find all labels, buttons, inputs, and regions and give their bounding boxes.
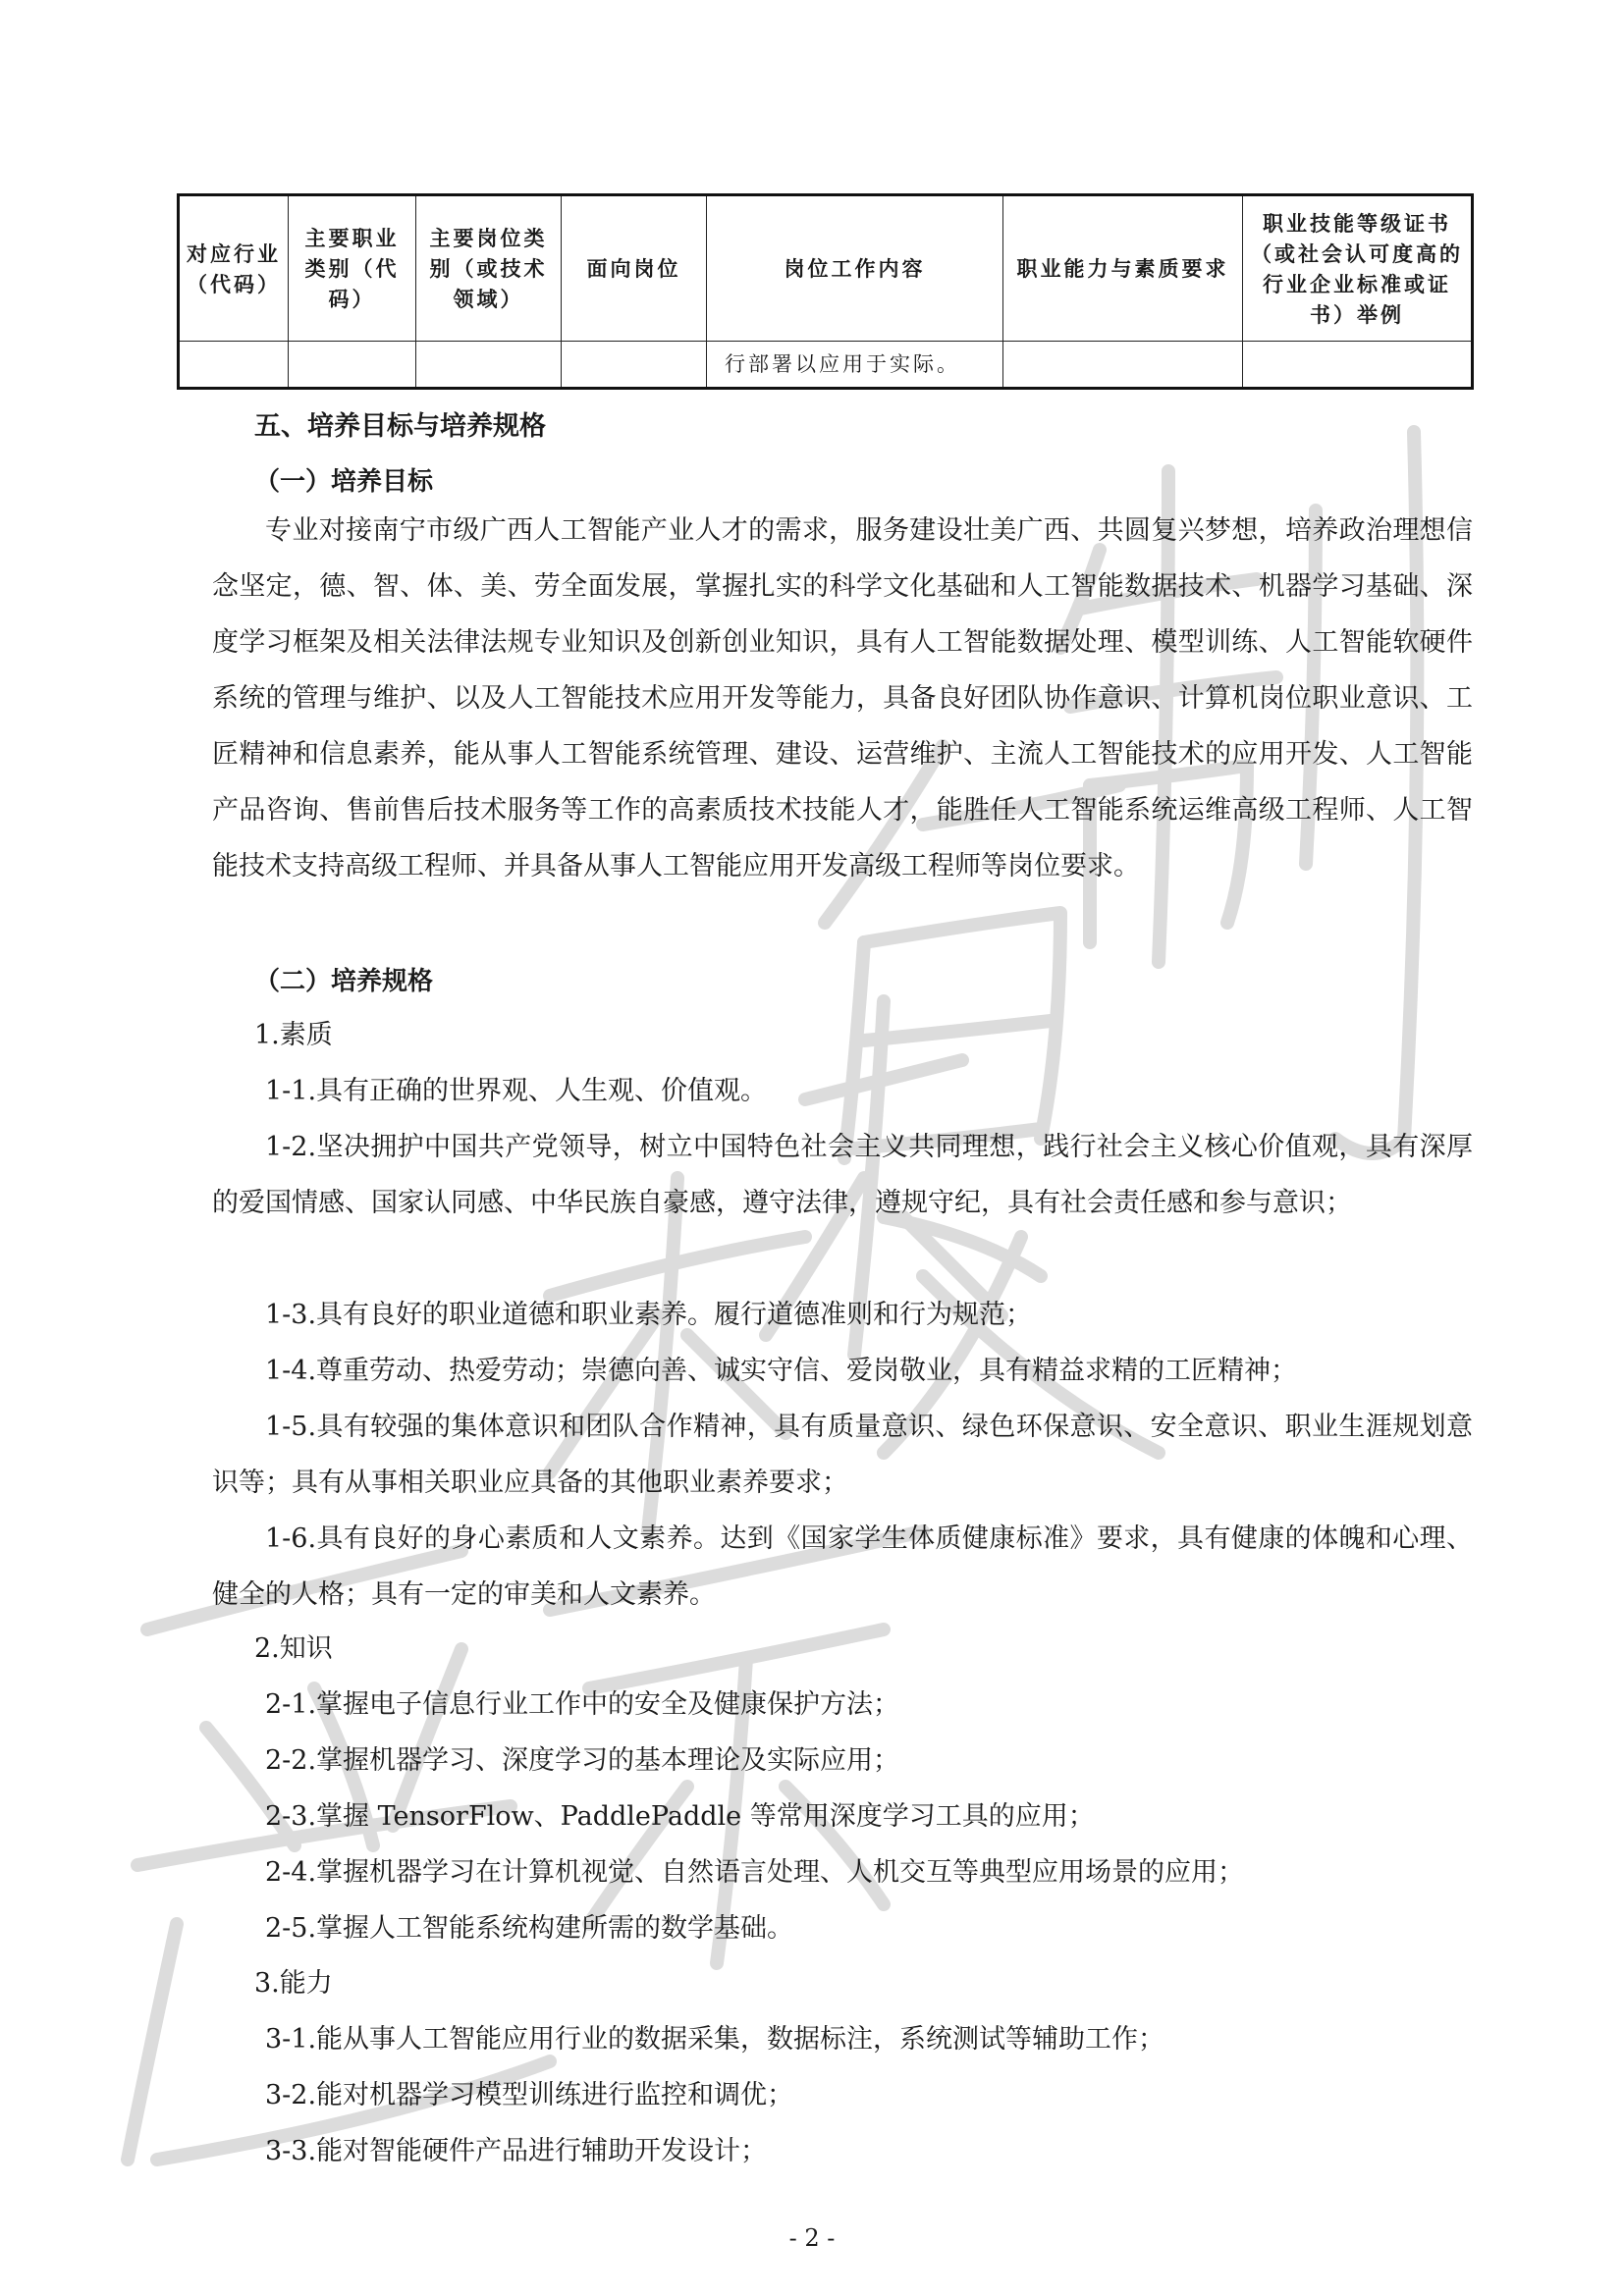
header-ability-requirements: 职业能力与素质要求: [1003, 195, 1243, 342]
objective-title: （一）培养目标: [254, 467, 434, 497]
table-cell: [562, 342, 707, 389]
knowledge-item: 2-4.掌握机器学习在计算机视觉、自然语言处理、人机交互等典型应用场景的应用；: [265, 1857, 1245, 1888]
table-cell: [179, 342, 289, 389]
knowledge-item: 2-5.掌握人工智能系统构建所需的数学基础。: [265, 1913, 794, 1944]
ability-item: 3-2.能对机器学习模型训练进行监控和调优；: [265, 2080, 794, 2110]
header-position-category: 主要岗位类别（或技术领域）: [416, 195, 562, 342]
quality-item: 1-4.尊重劳动、热爱劳动；崇德向善、诚实守信、爱岗敬业，具有精益求精的工匠精神；: [265, 1356, 1298, 1386]
quality-item: 1-5.具有较强的集体意识和团队合作精神，具有质量意识、绿色环保意识、安全意识、职业生涯规划意识等；具有从事相关职业应具备的其他职业素养要求；: [212, 1412, 1473, 1498]
section-title: 五、培养目标与培养规格: [254, 411, 546, 442]
quality-item: 1-6.具有良好的身心素质和人文素养。达到《国家学生体质健康标准》要求，具有健康的体魄和心理、健全的人格；具有一定的审美和人文素养。: [212, 1523, 1473, 1610]
spec-title: （二）培养规格: [254, 967, 434, 996]
table-row: [179, 342, 1473, 389]
knowledge-title: 2.知识: [254, 1633, 333, 1664]
table-header-row: [179, 195, 1473, 342]
table-cell: [289, 342, 416, 389]
header-occupation: 主要职业类别（代码）: [289, 195, 416, 342]
table-cell: [1243, 342, 1473, 389]
ability-item: 3-1.能从事人工智能应用行业的数据采集，数据标注，系统测试等辅助工作；: [265, 2024, 1165, 2055]
header-work-content: 岗位工作内容: [707, 195, 1003, 342]
table-cell: [1003, 342, 1243, 389]
knowledge-item: 2-1.掌握电子信息行业工作中的安全及健康保护方法；: [265, 1689, 900, 1720]
quality-title: 1.素质: [254, 1020, 333, 1050]
table-cell: [416, 342, 562, 389]
quality-item: 1-1.具有正确的世界观、人生观、价值观。: [265, 1076, 768, 1106]
ability-item: 3-3.能对智能硬件产品进行辅助开发设计；: [265, 2136, 768, 2166]
knowledge-item: 2-3.掌握 TensorFlow、PaddlePaddle 等常用深度学习工具的应用；: [265, 1801, 1095, 1832]
header-target-position: 面向岗位: [562, 195, 707, 342]
knowledge-item: 2-2.掌握机器学习、深度学习的基本理论及实际应用；: [265, 1745, 900, 1776]
quality-item: 1-2.坚决拥护中国共产党领导，树立中国特色社会主义共同理想，践行社会主义核心价值观，具有深厚的爱国情感、国家认同感、中华民族自豪感，遵守法律，遵规守纪，具有社会责任感和参与意识；: [212, 1132, 1473, 1218]
header-certificates: 职业技能等级证书（或社会认可度高的行业企业标准或证书）举例: [1243, 195, 1473, 342]
ability-title: 3.能力: [254, 1968, 333, 1999]
job-position-table: [177, 193, 1474, 390]
header-industry: 对应行业（代码）: [179, 195, 289, 342]
quality-item: 1-3.具有良好的职业道德和职业素养。履行道德准则和行为规范；: [265, 1300, 1033, 1330]
objective-paragraph: 专业对接南宁市级广西人工智能产业人才的需求，服务建设壮美广西、共圆复兴梦想，培养政治理想信念坚定，德、智、体、美、劳全面发展，掌握扎实的科学文化基础和人工智能数据技术、机器学习基础、深度学习框架及相关法律法规专业知识及创新创业知识，具有人工智能数据处理、模型训练、人工智能软硬件系统的管理与维护、以及人工智能技术应用开发等能力，具备良好团队协作意识、计算机岗位职业意识、工匠精神和信息素养，能从事人工智能系统管理、建设、运营维护、主流人工智能技术的应用开发、人工智能产品咨询、售前售后技术服务等工作的高素质技术技能人才，能胜任人工智能系统运维高级工程师、人工智能技术支持高级工程师、并具备从事人工智能应用开发高级工程师等岗位要求。: [212, 515, 1473, 881]
page-number: - 2 -: [788, 2224, 836, 2252]
table-cell: 行部署以应用于实际。: [707, 342, 1003, 389]
